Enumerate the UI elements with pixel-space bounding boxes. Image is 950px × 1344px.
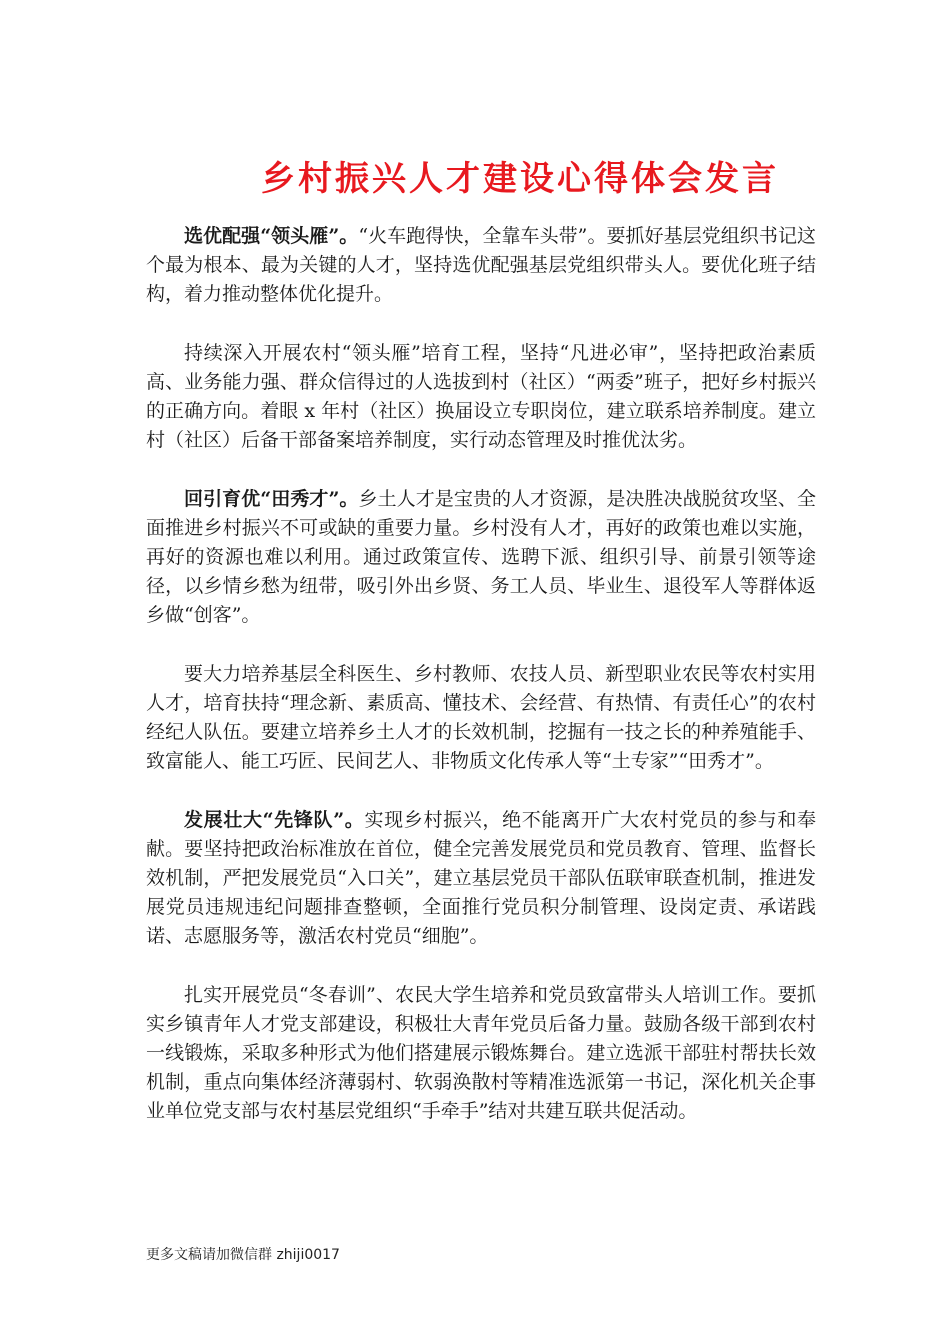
paragraph-text: 要大力培养基层全科医生、乡村教师、农技人员、新型职业农民等农村实用人才，培育扶持“理念新、素质高、懂技术、会经营、有热情、有责任心”的农村经纪人队伍。要建立培养乡土人才的长效机制，挖掘有一技之长的种养殖能手、致富能人、能工巧匠、民间艺人、非物质文化传承人等“土专家”“田秀才”。 [146, 663, 816, 772]
paragraph-5 [146, 806, 816, 951]
paragraph-text: 持续深入开展农村“领头雁”培育工程，坚持“凡进必审”，坚持把政治素质高、业务能力强、群众信得过的人选拔到村（社区）“两委”班子，把好乡村振兴的正确方向。着眼 x 年村（社区）换届设立专职岗位，建立联系培养制度。建立村（社区）后备干部备案培养制度，实行动态管理及时推优汰劣。 [146, 342, 816, 451]
paragraph-3 [146, 485, 816, 630]
paragraph-4 [146, 660, 816, 776]
paragraph-6 [146, 981, 816, 1126]
paragraph-lead: 回引育优“田秀才”。 [184, 488, 359, 510]
footer-note: 更多文稿请加微信群 zhiji0017 [146, 1247, 340, 1263]
paragraph-text: 扎实开展党员“冬春训”、农民大学生培养和党员致富带头人培训工作。要抓实乡镇青年人才党支部建设，积极壮大青年党员后备力量。鼓励各级干部到农村一线锻炼，采取多种形式为他们搭建展示锻炼舞台。建立选派干部驻村帮扶长效机制，重点向集体经济薄弱村、软弱涣散村等精准选派第一书记，深化机关企事业单位党支部与农村基层党组织“手牵手”结对共建互联共促活动。 [146, 984, 816, 1122]
paragraph-2 [146, 339, 816, 455]
paragraph-text: 乡土人才是宝贵的人才资源，是决胜决战脱贫攻坚、全面推进乡村振兴不可或缺的重要力量。乡村没有人才，再好的政策也难以实施，再好的资源也难以利用。通过政策宣传、选聘下派、组织引导、前景引领等途径，以乡情乡愁为纽带，吸引外出乡贤、务工人员、毕业生、退役军人等群体返乡做“创客”。 [146, 488, 816, 626]
document-title: 乡村振兴人才建设心得体会发言 [261, 159, 779, 199]
paragraph-lead: 选优配强“领头雁”。 [184, 225, 359, 247]
paragraph-text: “火车跑得快，全靠车头带”。要抓好基层党组织书记这个最为根本、最为关键的人才，坚持选优配强基层党组织带头人。要优化班子结构，着力推动整体优化提升。 [146, 225, 816, 305]
document-body [146, 222, 816, 1156]
paragraph-1 [146, 222, 816, 309]
paragraph-lead: 发展壮大“先锋队”。 [184, 809, 365, 831]
paragraph-text: 实现乡村振兴，绝不能离开广大农村党员的参与和奉献。要坚持把政治标准放在首位，健全完善发展党员和党员教育、管理、监督长效机制，严把发展党员“入口关”，建立基层党员干部队伍联审联查机制，推进发展党员违规违纪问题排查整顿，全面推行党员积分制管理、设岗定责、承诺践诺、志愿服务等，激活农村党员“细胞”。 [146, 809, 816, 947]
